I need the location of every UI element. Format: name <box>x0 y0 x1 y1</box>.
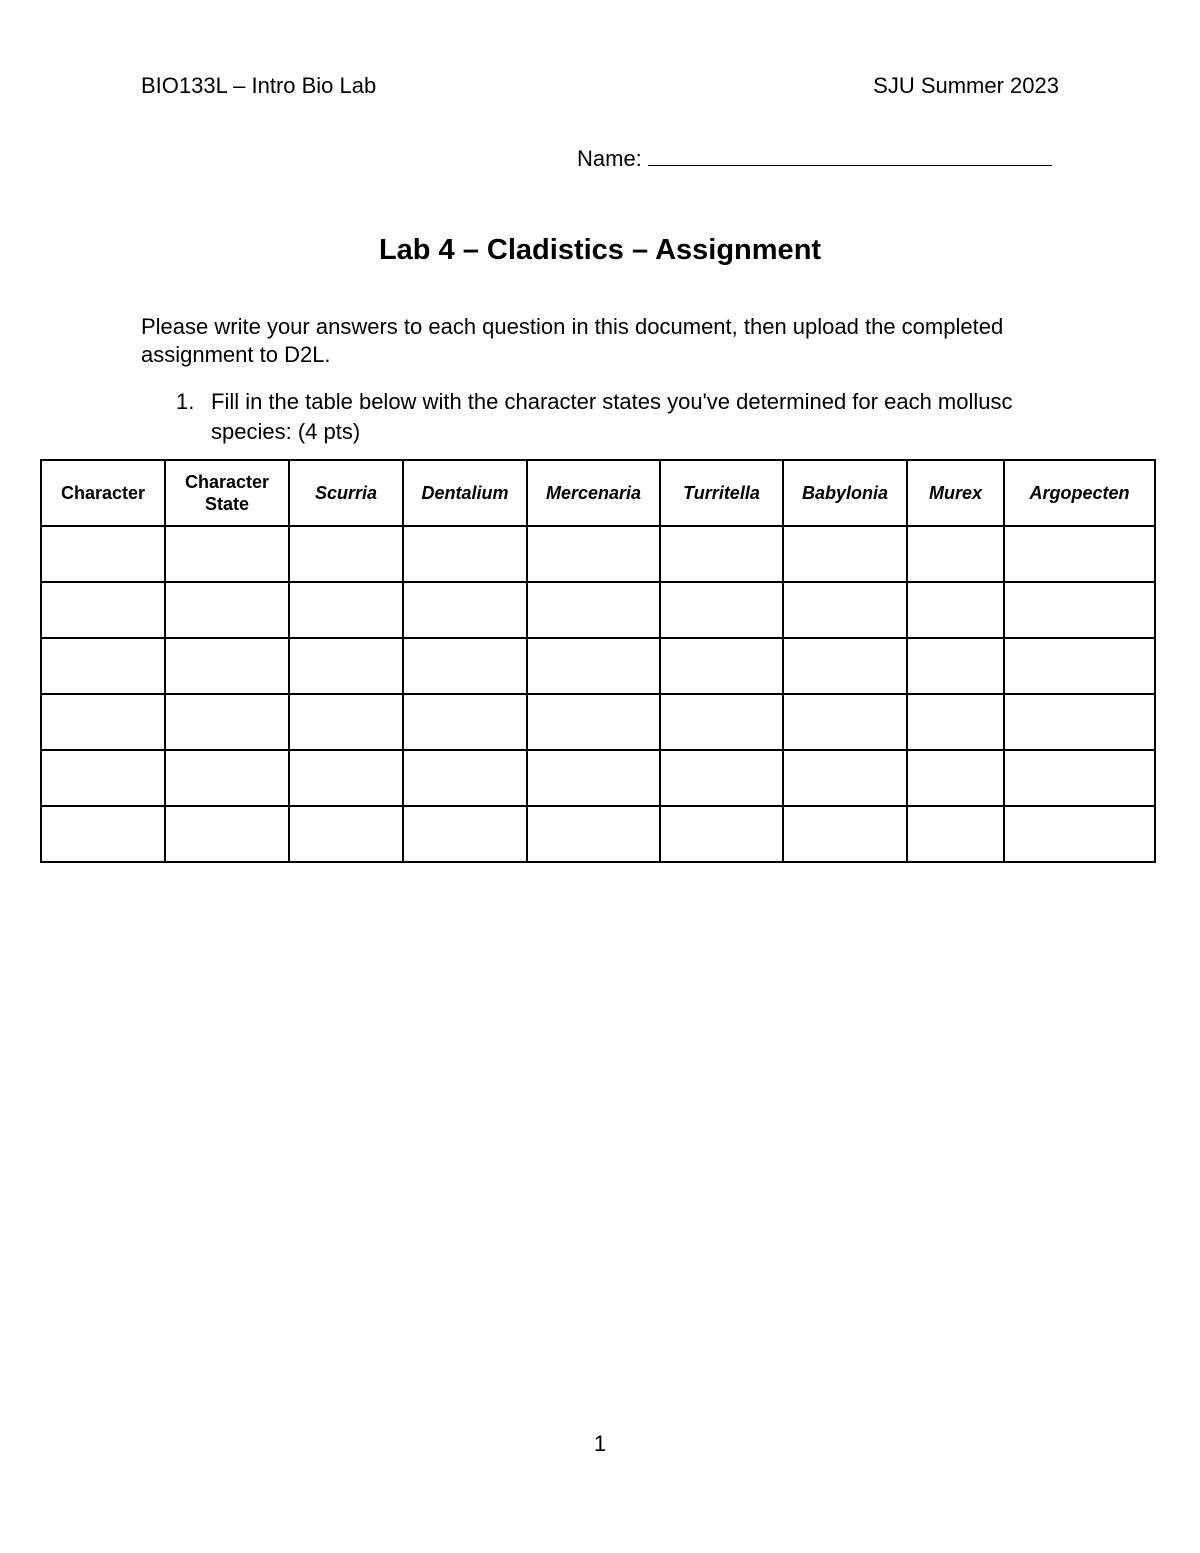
question-text: Fill in the table below with the character states you've determined for each mollusc species: (4 pts) <box>211 389 1013 444</box>
table-header-row <box>41 460 1155 526</box>
table-cell[interactable] <box>1004 750 1155 806</box>
table-cell[interactable] <box>1004 694 1155 750</box>
table-cell[interactable] <box>165 806 289 862</box>
table-cell[interactable] <box>289 750 403 806</box>
table-cell[interactable] <box>165 638 289 694</box>
table-row <box>41 694 1155 750</box>
table-cell[interactable] <box>289 694 403 750</box>
table-cell[interactable] <box>403 806 527 862</box>
table-cell[interactable] <box>660 526 783 582</box>
header-argopecten: Argopecten <box>1004 460 1155 526</box>
header-term: SJU Summer 2023 <box>873 73 1059 98</box>
table-row <box>41 806 1155 862</box>
table-cell[interactable] <box>289 582 403 638</box>
table-cell[interactable] <box>41 750 165 806</box>
table-cell[interactable] <box>403 582 527 638</box>
question-number: 1. <box>176 389 195 414</box>
table-cell[interactable] <box>660 806 783 862</box>
table-cell[interactable] <box>783 582 907 638</box>
table-cell[interactable] <box>783 806 907 862</box>
table-cell[interactable] <box>527 750 660 806</box>
table-cell[interactable] <box>527 582 660 638</box>
table-cell[interactable] <box>527 638 660 694</box>
table-cell[interactable] <box>783 526 907 582</box>
table-cell[interactable] <box>289 638 403 694</box>
header-murex: Murex <box>907 460 1004 526</box>
table-cell[interactable] <box>907 806 1004 862</box>
table-cell[interactable] <box>41 638 165 694</box>
intro-paragraph: Please write your answers to each question in this document, then upload the completed assignment to D2L. <box>141 314 1004 367</box>
table-cell[interactable] <box>41 582 165 638</box>
name-blank[interactable] <box>648 143 1052 166</box>
name-field[interactable] <box>577 143 1052 173</box>
table-row <box>41 638 1155 694</box>
table-cell[interactable] <box>907 638 1004 694</box>
table-row <box>41 750 1155 806</box>
table-cell[interactable] <box>41 526 165 582</box>
header-mercenaria: Mercenaria <box>527 460 660 526</box>
table-row <box>41 526 1155 582</box>
table-cell[interactable] <box>289 526 403 582</box>
header-course: BIO133L – Intro Bio Lab <box>141 73 377 98</box>
table-cell[interactable] <box>783 694 907 750</box>
table-cell[interactable] <box>403 638 527 694</box>
table-cell[interactable] <box>403 694 527 750</box>
table-cell[interactable] <box>403 526 527 582</box>
table-cell[interactable] <box>165 750 289 806</box>
table-cell[interactable] <box>907 750 1004 806</box>
table-cell[interactable] <box>527 806 660 862</box>
table-row <box>41 582 1155 638</box>
table-cell[interactable] <box>1004 582 1155 638</box>
character-table <box>40 459 1156 863</box>
table-cell[interactable] <box>41 694 165 750</box>
table-cell[interactable] <box>165 694 289 750</box>
table-cell[interactable] <box>41 806 165 862</box>
table-cell[interactable] <box>783 638 907 694</box>
table-cell[interactable] <box>1004 638 1155 694</box>
table-cell[interactable] <box>403 750 527 806</box>
table-cell[interactable] <box>527 526 660 582</box>
page-number: 1 <box>593 1431 607 1456</box>
table-cell[interactable] <box>527 694 660 750</box>
table-cell[interactable] <box>660 638 783 694</box>
table-cell[interactable] <box>165 526 289 582</box>
question-1 <box>176 387 1036 447</box>
table-cell[interactable] <box>907 582 1004 638</box>
table-cell[interactable] <box>289 806 403 862</box>
table-cell[interactable] <box>907 694 1004 750</box>
table-cell[interactable] <box>1004 806 1155 862</box>
table-cell[interactable] <box>660 750 783 806</box>
header-scurria: Scurria <box>289 460 403 526</box>
name-label: Name: <box>577 146 642 171</box>
header-character: Character <box>41 460 165 526</box>
table-cell[interactable] <box>1004 526 1155 582</box>
table-cell[interactable] <box>165 582 289 638</box>
header-turritella: Turritella <box>660 460 783 526</box>
table-cell[interactable] <box>660 694 783 750</box>
table-cell[interactable] <box>907 526 1004 582</box>
table-cell[interactable] <box>783 750 907 806</box>
table-cell[interactable] <box>660 582 783 638</box>
header-character-state: Character State <box>165 460 289 526</box>
header-babylonia: Babylonia <box>783 460 907 526</box>
page-title: Lab 4 – Cladistics – Assignment <box>378 234 822 266</box>
header-dentalium: Dentalium <box>403 460 527 526</box>
